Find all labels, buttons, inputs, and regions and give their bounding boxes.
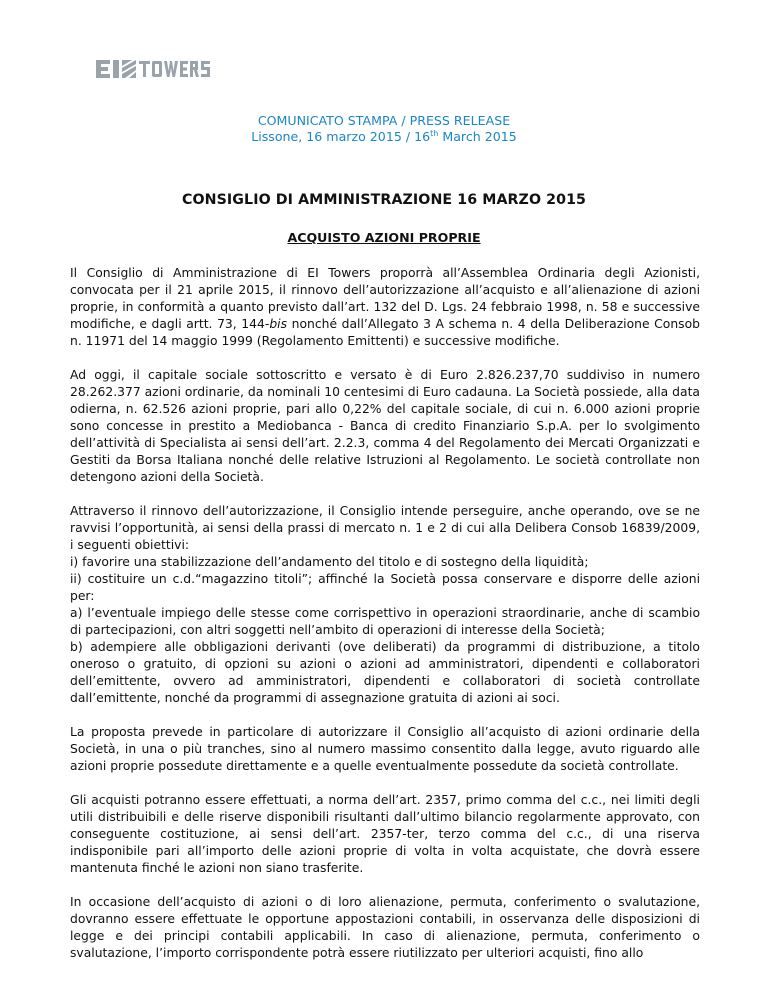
paragraph-4: La proposta prevede in particolare di autorizzare il Consiglio all’acquisto di azioni ordinarie della Società, in una o più tranches, sino al numero massimo consentito dalla legge, avuto riguardo alle azioni proprie possedute direttamente e a quelle eventualmente possedute da società controllate. xyxy=(70,725,700,773)
objective-a: a) l’eventuale impiego delle stesse come corrispettivo in operazioni straordinarie, anche di scambio di partecipazioni, con altri soggetti nell’ambito di operazioni di interesse della Società; xyxy=(70,606,700,637)
press-release-header xyxy=(0,113,768,145)
document-title: CONSIGLIO DI AMMINISTRAZIONE 16 MARZO 2015 xyxy=(181,192,587,208)
paragraph-1-text-b: nonché dall’Allegato 3 A schema n. 4 della Deliberazione Consob n. 11971 del 14 maggio 1999 (Regolamento Emittenti) e successive modifiche. xyxy=(70,317,700,348)
paragraph-1-italic: bis xyxy=(269,317,288,331)
paragraph-1 xyxy=(70,265,700,350)
press-release-date xyxy=(0,129,768,145)
objective-ii: ii) costituire un c.d.“magazzino titoli”; affinché la Società possa conservare e disporre delle azioni per: xyxy=(70,572,700,603)
paragraph-3-intro: Attraverso il rinnovo dell’autorizzazione, il Consiglio intende perseguire, anche operando, ove se ne ravvisi l’opportunità, ai sensi della prassi di mercato n. 1 e 2 di cui alla Delibera Consob 16839/2009, i seguenti obiettivi: xyxy=(70,504,700,552)
subtitle-text: ACQUISTO AZIONI PROPRIE xyxy=(287,230,481,245)
date-ordinal: th xyxy=(430,128,439,138)
objective-i: i) favorire una stabilizzazione dell’andamento del titolo e di sostegno della liquidità; xyxy=(70,555,589,569)
document-subtitle xyxy=(0,230,768,245)
press-release-label: COMUNICATO STAMPA / PRESS RELEASE xyxy=(257,113,511,128)
ei-towers-logo-icon xyxy=(96,58,214,80)
date-prefix: Lissone, 16 marzo 2015 / 16 xyxy=(251,129,431,144)
paragraph-1-text-a: Il Consiglio di Amministrazione di EI Towers proporrà all’Assemblea Ordinaria degli Azionisti, convocata per il 21 aprile 2015, il rinnovo dell’autorizzazione all’acquisto e all’alienazione di azioni proprie, in conformità a quanto previsto dall’art. 132 del D. Lgs. 24 febbraio 1998, n. 58 e successive modifiche, e dagli artt. 73, 144- xyxy=(70,266,700,331)
ei-towers-logo xyxy=(96,58,214,80)
objective-b: b) adempiere alle obbligazioni derivanti (ove deliberati) da programmi di distribuzione, a titolo oneroso o gratuito, di opzioni su azioni o azioni ad amministratori, dipendenti e collaboratori dell’emittente, ovvero ad amministratori, dipendenti e collaboratori di società controllate dall’emittente, nonché da programmi di assegnazione gratuita di azioni ai soci. xyxy=(70,640,700,705)
document-body xyxy=(70,265,700,962)
paragraph-2: Ad oggi, il capitale sociale sottoscritto e versato è di Euro 2.826.237,70 suddiviso in numero 28.262.377 azioni ordinarie, da nominali 10 centesimi di Euro cadauna. La Società possiede, alla data odierna, n. 62.526 azioni proprie, pari allo 0,22% del capitale sociale, di cui n. 6.000 azioni proprie sono concesse in prestito a Mediobanca - Banca di credito Finanziario S.p.A. per lo svolgimento dell’attività di Specialista ai sensi dell’art. 2.2.3, comma 4 del Regolamento dei Mercati Organizzati e Gestiti da Borsa Italiana nonché delle relative Istruzioni al Regolamento. Le società controllate non detengono azioni della Società. xyxy=(70,368,700,484)
paragraph-3 xyxy=(70,503,700,707)
date-suffix: March 2015 xyxy=(438,129,517,144)
paragraph-5: Gli acquisti potranno essere effettuati, a norma dell’art. 2357, primo comma del c.c., nei limiti degli utili distribuibili e delle riserve disponibili risultanti dall’ultimo bilancio regolarmente approvato, con conseguente costituzione, ai sensi dell’art. 2357-ter, terzo comma del c.c., di una riserva indisponibile pari all’importo delle azioni proprie di volta in volta acquistate, che dovrà essere mantenuta finché le azioni non siano trasferite. xyxy=(70,793,700,875)
paragraph-6: In occasione dell’acquisto di azioni o di loro alienazione, permuta, conferimento o svalutazione, dovranno essere effettuate le opportune appostazioni contabili, in osservanza delle disposizioni di legge e dei principi contabili applicabili. In caso di alienazione, permuta, conferimento o svalutazione, l’importo corrispondente potrà essere riutilizzato per ulteriori acquisti, fino allo xyxy=(70,895,700,960)
